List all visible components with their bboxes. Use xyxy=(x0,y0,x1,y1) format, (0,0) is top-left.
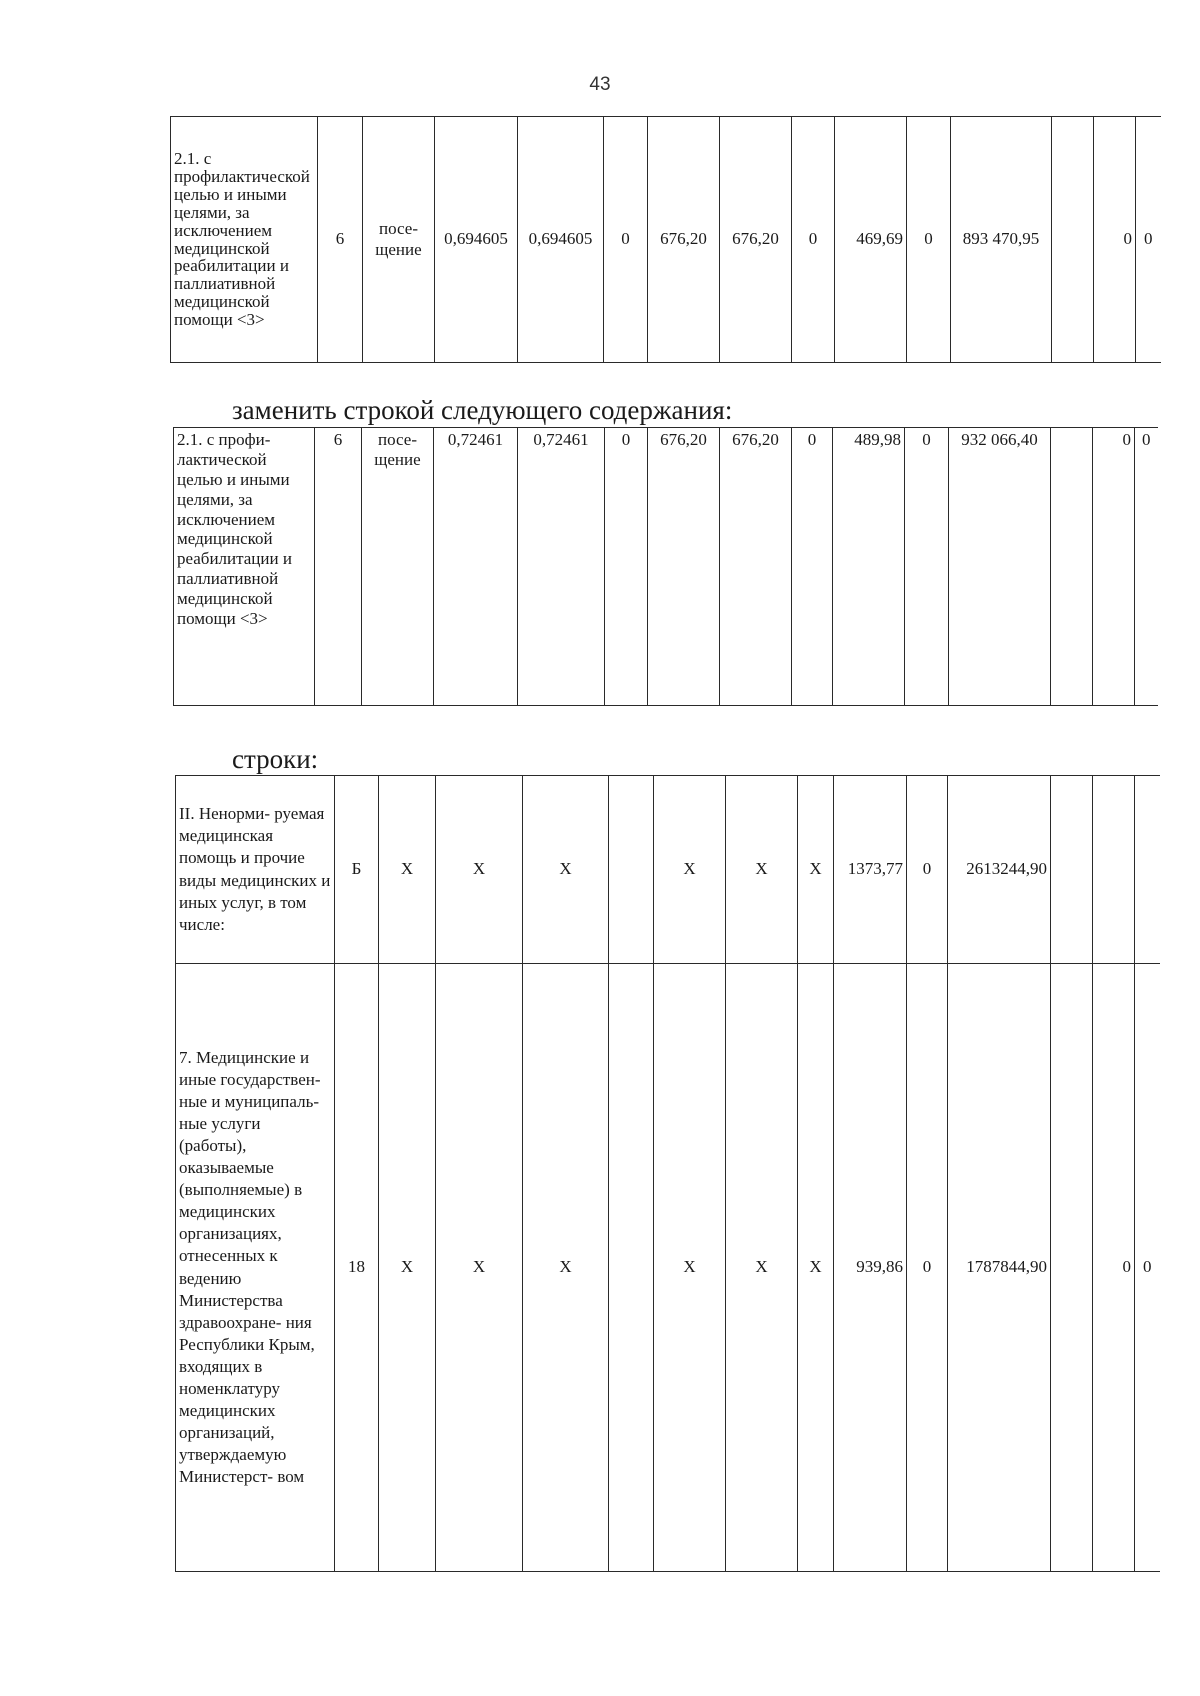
value-cell: 676,20 xyxy=(720,117,792,363)
value-cell xyxy=(1051,776,1093,964)
value-cell xyxy=(1093,776,1135,964)
value-cell: 676,20 xyxy=(720,428,792,706)
value-cell xyxy=(1052,117,1094,363)
value-cell xyxy=(1051,964,1093,1572)
value-cell: 489,98 xyxy=(833,428,905,706)
code-cell: 6 xyxy=(318,117,363,363)
unit-cell: посе- щение xyxy=(363,117,435,363)
rows-caption: строки: xyxy=(232,744,319,774)
table-row xyxy=(176,776,1160,964)
value-cell: 0 xyxy=(1094,117,1136,363)
value-cell: 0 xyxy=(907,964,948,1572)
code-cell: 6 xyxy=(315,428,362,706)
unit-cell: посе- щение xyxy=(362,428,434,706)
value-cell: 0,694605 xyxy=(518,117,604,363)
value-cell: 0 xyxy=(1093,428,1135,706)
replace-caption: заменить строкой следующего содержания: xyxy=(232,395,733,425)
value-cell: Х xyxy=(436,964,523,1572)
table-row xyxy=(174,428,1158,706)
value-cell: 0,72461 xyxy=(434,428,518,706)
table-row xyxy=(176,964,1160,1572)
value-cell: Х xyxy=(523,964,609,1572)
value-cell: 0 xyxy=(792,117,835,363)
row-name-cell: 2.1. с профилактической целью и иными целями, за исключением медицинской реабилитации и паллиативной медицинской помощи <3> xyxy=(171,117,318,363)
rows-table xyxy=(175,775,1160,1572)
row-name-cell: 7. Медицинские и иные государствен- ные и муниципаль- ные услуги (работы), оказываемые (выполняемые) в медицинских организациях, отнесенных к ведению Министерства здравоохране- ния Республики Крым, входящих в номенклатуру медицинских организаций, утверждаемую Министерст- вом xyxy=(176,964,335,1572)
code-cell: 18 xyxy=(335,964,379,1572)
value-cell: Х xyxy=(379,776,436,964)
row-name-cell: II. Ненорми- руемая медицинская помощь и прочие виды медицинских и иных услуг, в том числе: xyxy=(176,776,335,964)
value-cell: 0 xyxy=(905,428,949,706)
value-cell: Х xyxy=(436,776,523,964)
value-cell: Х xyxy=(726,964,798,1572)
new-row-table xyxy=(173,427,1158,706)
value-cell: Х xyxy=(798,964,834,1572)
value-cell xyxy=(609,964,654,1572)
code-cell: Б xyxy=(335,776,379,964)
value-cell: Х xyxy=(726,776,798,964)
row-name-cell: 2.1. с профи- лактической целью и иными целями, за исключением медицинской реабилитации и паллиативной медицинской помощи <3> xyxy=(174,428,315,706)
value-cell: 676,20 xyxy=(648,428,720,706)
value-cell: 0 xyxy=(605,428,648,706)
value-cell: 1787844,90 xyxy=(948,964,1051,1572)
value-cell: 0 xyxy=(907,776,948,964)
value-cell: 2613244,90 xyxy=(948,776,1051,964)
page-number: 43 xyxy=(589,74,611,95)
value-cell: Х xyxy=(798,776,834,964)
value-cell: 932 066,40 xyxy=(949,428,1051,706)
value-cell: 0 xyxy=(792,428,833,706)
value-cell: 0 xyxy=(604,117,648,363)
value-cell: 939,86 xyxy=(834,964,907,1572)
value-cell: Х xyxy=(654,776,726,964)
value-cell: 0,72461 xyxy=(518,428,605,706)
value-cell: 676,20 xyxy=(648,117,720,363)
value-cell: 0,694605 xyxy=(435,117,518,363)
value-cell: 0 xyxy=(1136,117,1161,363)
old-row-table xyxy=(170,116,1161,363)
value-cell: 469,69 xyxy=(835,117,907,363)
value-cell: 1373,77 xyxy=(834,776,907,964)
table-row xyxy=(171,117,1161,363)
value-cell xyxy=(1135,776,1160,964)
value-cell xyxy=(1051,428,1093,706)
value-cell: 0 xyxy=(1093,964,1135,1572)
value-cell: 0 xyxy=(907,117,951,363)
value-cell: Х xyxy=(654,964,726,1572)
value-cell: Х xyxy=(379,964,436,1572)
value-cell: 0 xyxy=(1135,964,1160,1572)
value-cell: 893 470,95 xyxy=(951,117,1052,363)
value-cell: Х xyxy=(523,776,609,964)
value-cell xyxy=(609,776,654,964)
value-cell: 0 xyxy=(1135,428,1158,706)
